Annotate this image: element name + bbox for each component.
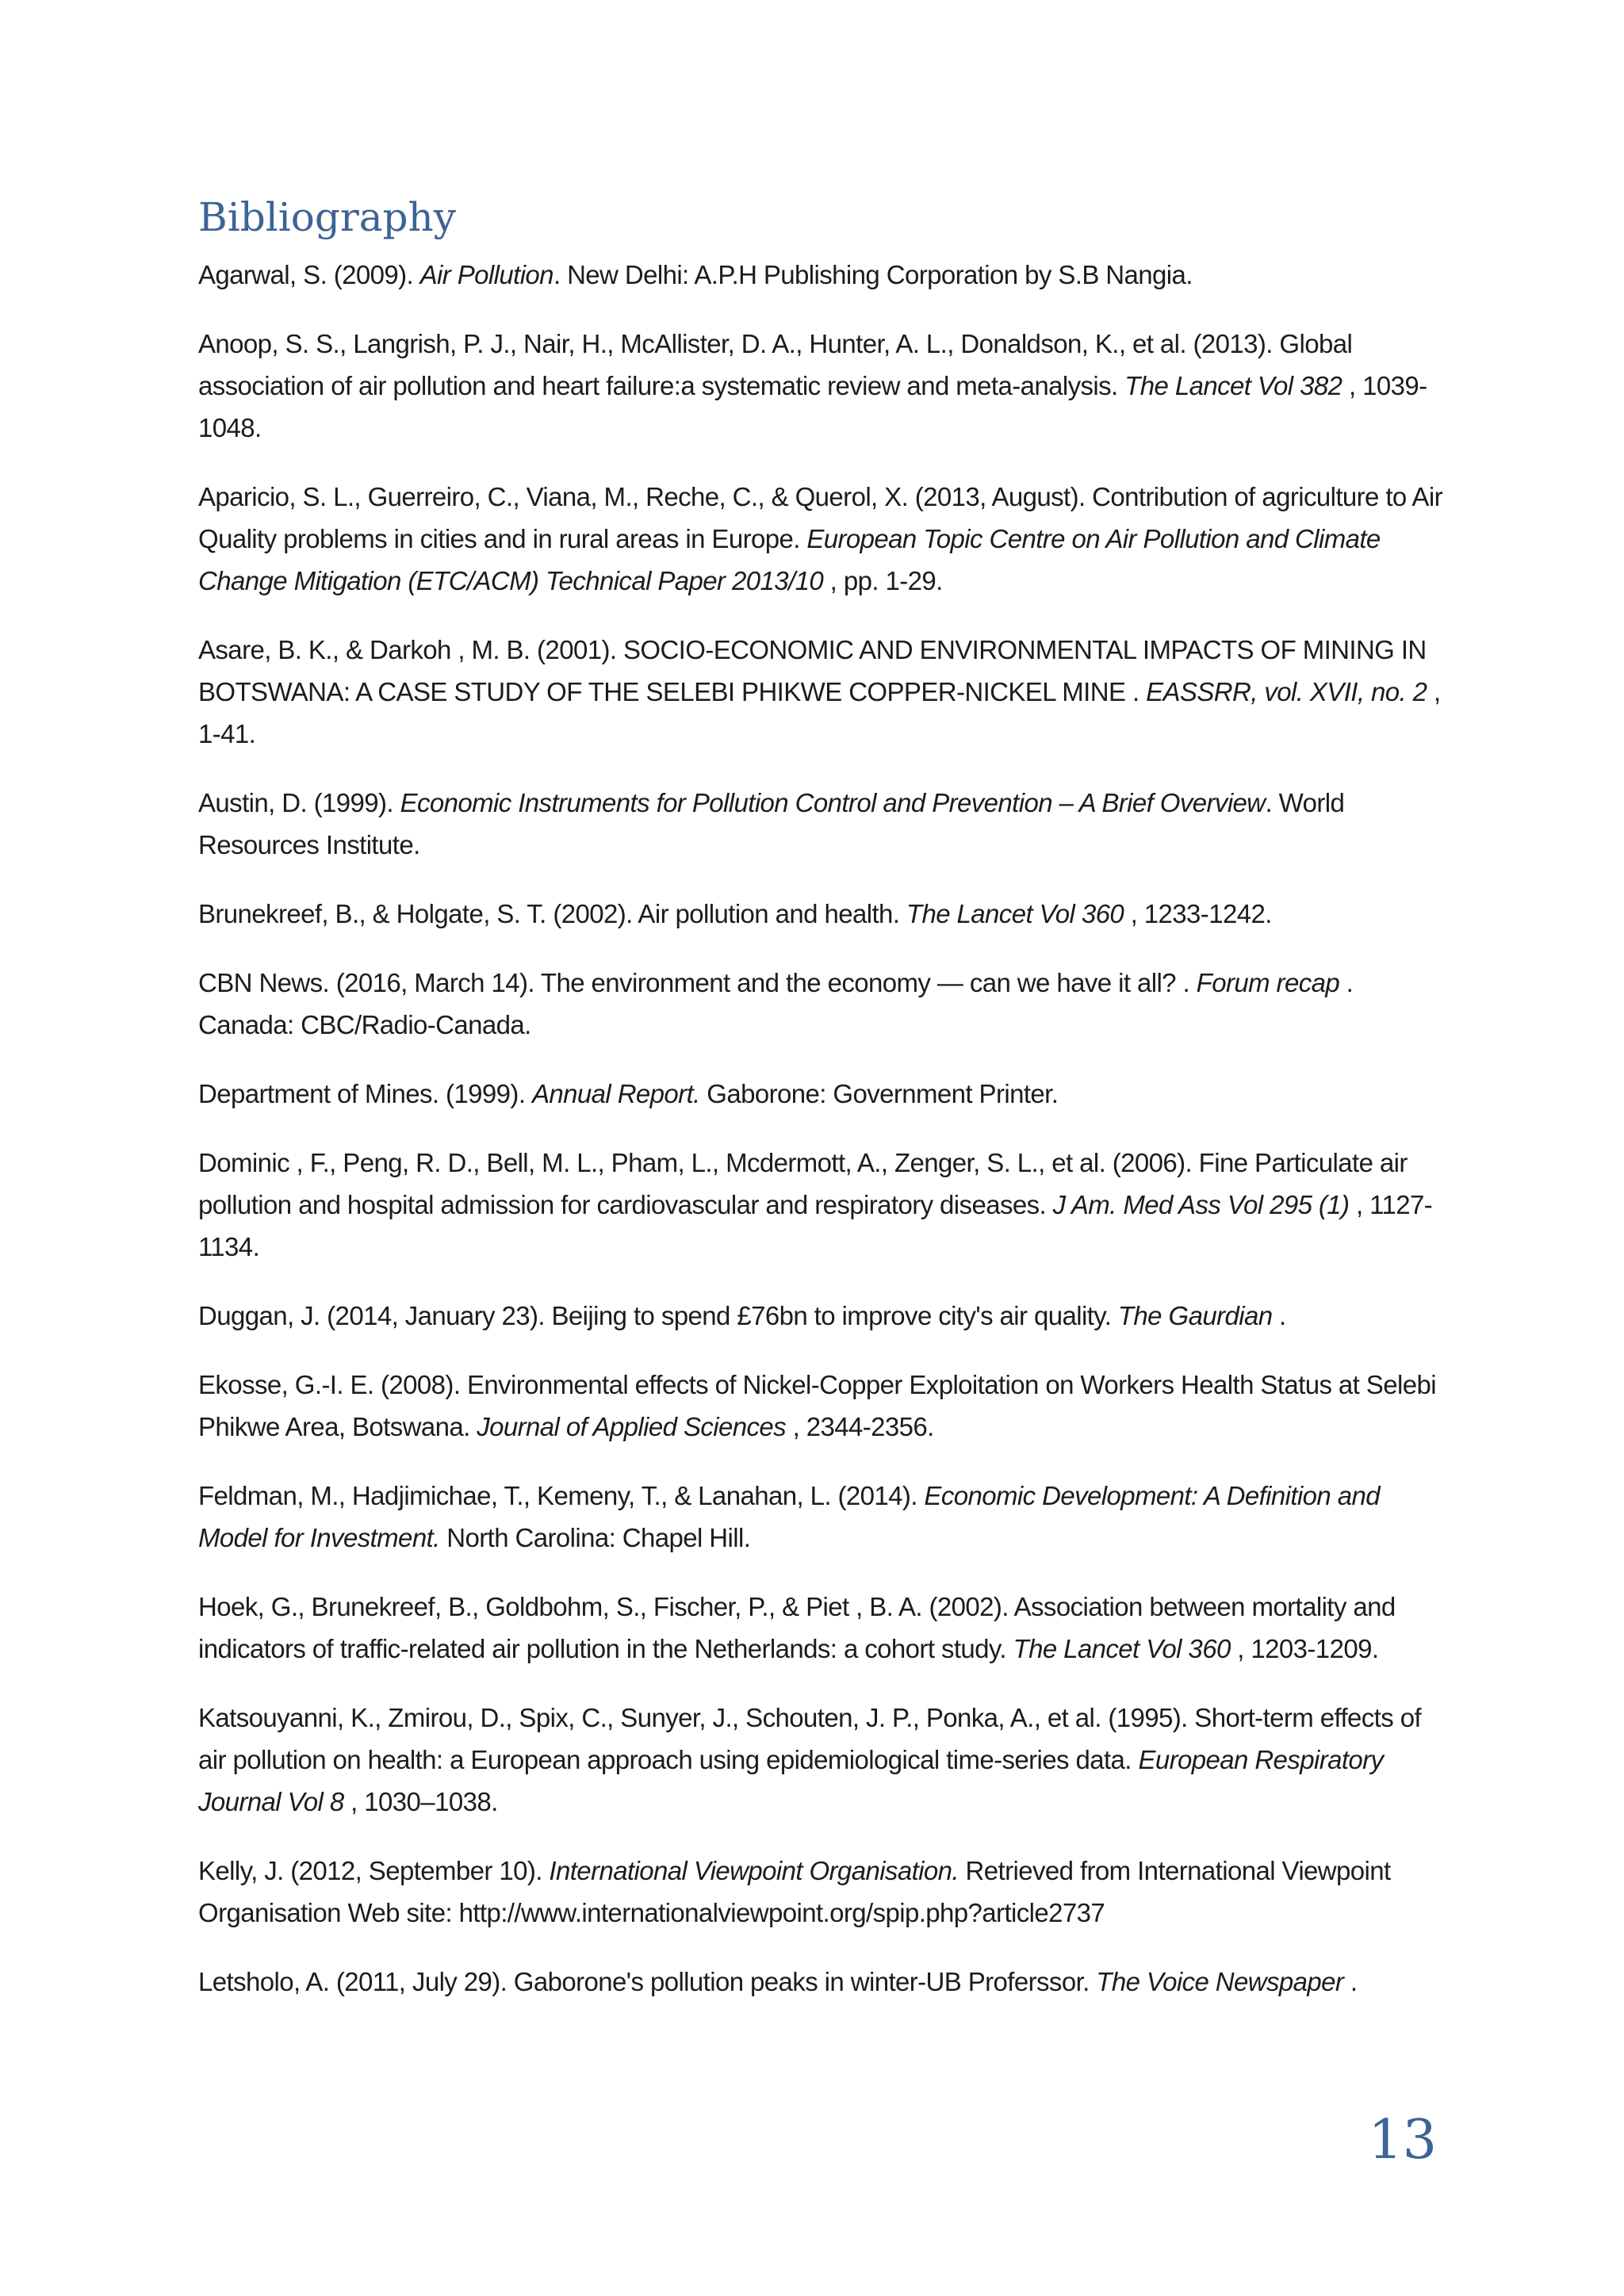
reference-source-title: Air Pollution — [419, 260, 553, 289]
reference-entry — [198, 1850, 1443, 1934]
reference-details-text: , pp. 1-29. — [823, 566, 943, 595]
reference-authors-text: Duggan, J. (2014, January 23). Beijing to spend £76bn to improve city's air quality. — [198, 1301, 1118, 1330]
reference-source-title: Annual Report. — [531, 1079, 700, 1108]
reference-authors-text: Asare, B. K., & Darkoh , M. B. (2001). SOCIO-ECONOMIC AND ENVIRONMENTAL IMPACTS OF MINING IN BOTSWANA: A CASE STUDY OF THE SELEBI PHIKWE COPPER-NICKEL MINE . — [198, 635, 1427, 706]
reference-authors-text: Katsouyanni, K., Zmirou, D., Spix, C., Sunyer, J., Schouten, J. P., Ponka, A., et al. (1995). Short-term effects of air pollution on health: a European approach using epidemiological time-series data. — [198, 1703, 1422, 1774]
reference-entry — [198, 1295, 1443, 1337]
reference-authors-text: Feldman, M., Hadjimichae, T., Kemeny, T., & Lanahan, L. (2014). — [198, 1481, 925, 1510]
reference-entry — [198, 893, 1443, 935]
reference-source-title: Economic Instruments for Pollution Control and Prevention – A Brief Overview — [400, 788, 1266, 817]
reference-details-text: , 1203-1209. — [1230, 1634, 1379, 1663]
reference-entry — [198, 1475, 1443, 1559]
reference-details-text: , 1127-1134. — [198, 1190, 1433, 1261]
reference-source-title: Journal of Applied Sciences — [477, 1412, 787, 1441]
reference-authors-text: Agarwal, S. (2009). — [198, 260, 420, 289]
reference-details-text: North Carolina: Chapel Hill. — [439, 1523, 751, 1552]
reference-details-text: . World Resources Institute. — [198, 788, 1345, 859]
reference-details-text: Retrieved from International Viewpoint Organisation Web site: http://www.internationalviewpoint.org/spip.php?article2737 — [198, 1856, 1391, 1927]
reference-entry — [198, 782, 1443, 866]
reference-entry — [198, 1586, 1443, 1670]
reference-source-title: Forum recap — [1196, 968, 1340, 997]
reference-source-title: EASSRR, vol. XVII, no. 2 — [1146, 677, 1427, 706]
reference-entry — [198, 1142, 1443, 1268]
reference-details-text: . Canada: CBC/Radio-Canada. — [198, 968, 1354, 1039]
reference-source-title: The Gaurdian — [1117, 1301, 1273, 1330]
reference-list — [198, 254, 1443, 2030]
reference-source-title: European Respiratory Journal Vol 8 — [198, 1745, 1384, 1816]
reference-authors-text: Anoop, S. S., Langrish, P. J., Nair, H., McAllister, D. A., Hunter, A. L., Donaldson, K., et al. (2013). Global association of air pollution and heart failure:a systematic review and meta-analysis. — [198, 329, 1353, 400]
reference-source-title: J Am. Med Ass Vol 295 (1) — [1052, 1190, 1350, 1219]
reference-details-text: , 2344-2356. — [786, 1412, 934, 1441]
reference-source-title: International Viewpoint Organisation. — [549, 1856, 959, 1885]
reference-source-title: Economic Development: A Definition and Model for Investment. — [198, 1481, 1380, 1552]
reference-details-text: . New Delhi: A.P.H Publishing Corporation by S.B Nangia. — [553, 260, 1193, 289]
reference-authors-text: Ekosse, G.-I. E. (2008). Environmental effects of Nickel-Copper Exploitation on Workers Health Status at Selebi Phikwe Area, Botswana. — [198, 1370, 1436, 1441]
reference-source-title: European Topic Centre on Air Pollution and Climate Change Mitigation (ETC/ACM) Technical Paper 2013/10 — [198, 524, 1381, 595]
reference-details-text: Gaborone: Government Printer. — [699, 1079, 1059, 1108]
reference-entry — [198, 323, 1443, 449]
reference-details-text: . — [1343, 1967, 1358, 1996]
reference-entry — [198, 962, 1443, 1046]
reference-authors-text: Department of Mines. (1999). — [198, 1079, 532, 1108]
reference-entry — [198, 1697, 1443, 1823]
reference-authors-text: Brunekreef, B., & Holgate, S. T. (2002). Air pollution and health. — [198, 899, 906, 928]
reference-entry — [198, 1961, 1443, 2003]
reference-entry — [198, 254, 1443, 296]
reference-authors-text: CBN News. (2016, March 14). The environment and the economy — can we have it all? . — [198, 968, 1197, 997]
reference-entry — [198, 1073, 1443, 1115]
reference-entry — [198, 629, 1443, 755]
reference-authors-text: Austin, D. (1999). — [198, 788, 400, 817]
reference-source-title: The Lancet Vol 360 — [906, 899, 1124, 928]
reference-details-text: , 1030–1038. — [343, 1787, 498, 1816]
reference-details-text: . — [1272, 1301, 1286, 1330]
reference-entry — [198, 476, 1443, 602]
reference-authors-text: Dominic , F., Peng, R. D., Bell, M. L., Pham, L., Mcdermott, A., Zenger, S. L., et al. (2006). Fine Particulate air pollution and hospital admission for cardiovascular and respiratory diseases. — [198, 1148, 1408, 1219]
reference-authors-text: Aparicio, S. L., Guerreiro, C., Viana, M., Reche, C., & Querol, X. (2013, August). Contribution of agriculture to Air Quality problems in cities and in rural areas in Europe. — [198, 482, 1442, 553]
reference-source-title: The Voice Newspaper — [1096, 1967, 1344, 1996]
reference-source-title: The Lancet Vol 382 — [1124, 371, 1342, 400]
reference-details-text: , 1039-1048. — [198, 371, 1427, 442]
reference-authors-text: Letsholo, A. (2011, July 29). Gaborone's pollution peaks in winter-UB Proferssor. — [198, 1967, 1097, 1996]
reference-authors-text: Hoek, G., Brunekreef, B., Goldbohm, S., Fischer, P., & Piet , B. A. (2002). Association between mortality and indicators of traffic-related air pollution in the Netherlands: a cohort study. — [198, 1592, 1396, 1663]
page-number: 13 — [1368, 2109, 1437, 2172]
reference-source-title: The Lancet Vol 360 — [1013, 1634, 1231, 1663]
bibliography-heading: Bibliography — [198, 194, 456, 240]
reference-details-text: , 1233-1242. — [1124, 899, 1272, 928]
reference-details-text: , 1-41. — [198, 677, 1441, 748]
reference-authors-text: Kelly, J. (2012, September 10). — [198, 1856, 550, 1885]
reference-entry — [198, 1364, 1443, 1448]
